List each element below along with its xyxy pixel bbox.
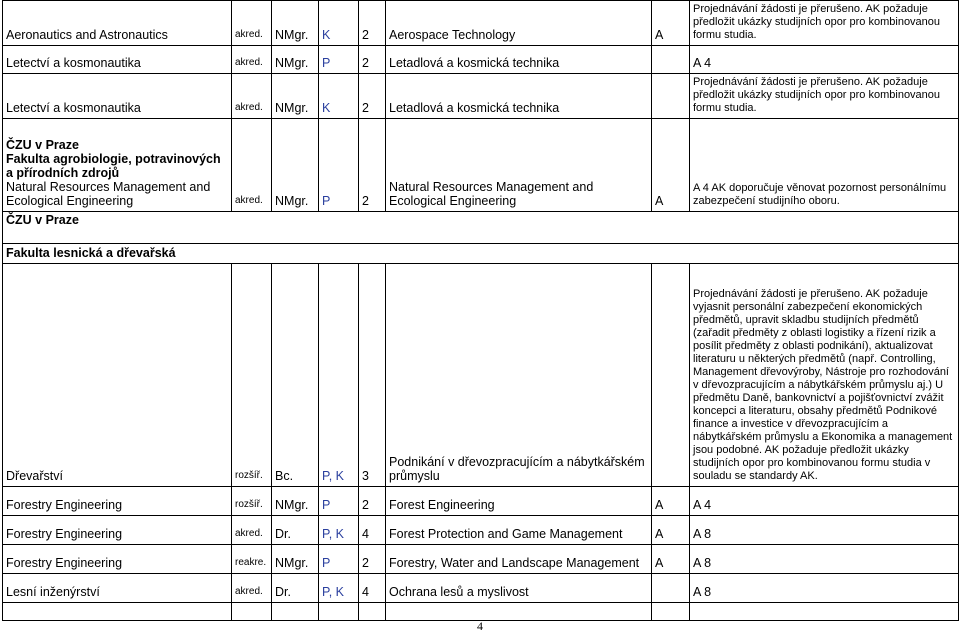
- years-cell: 2: [359, 119, 386, 212]
- form-cell: P, K: [319, 574, 359, 603]
- field-cell: Lesní inženýrství: [3, 574, 232, 603]
- field-cell: Aeronautics and Astronautics: [3, 1, 232, 46]
- program-cell: Forest Engineering: [386, 487, 652, 516]
- years-cell: 2: [359, 1, 386, 46]
- table-row: [3, 574, 959, 603]
- table-row: [3, 46, 959, 74]
- form-cell: P: [319, 487, 359, 516]
- lang-cell: [652, 264, 690, 487]
- form-cell: P: [319, 545, 359, 574]
- accreditation-table: [2, 0, 959, 621]
- program-cell: Letadlová a kosmická technika: [386, 74, 652, 119]
- note-cell: Projednávání žádosti je přerušeno. AK požaduje předložit ukázky studijních opor pro kombinovanou formu studia.: [690, 1, 959, 46]
- note-cell: Projednávání žádosti je přerušeno. AK požaduje předložit ukázky studijních opor pro kombinovanou formu studia.: [690, 74, 959, 119]
- table-row: [3, 1, 959, 46]
- degree-cell: Dr.: [272, 516, 319, 545]
- field-cell: [3, 119, 232, 212]
- table-row: [3, 119, 959, 212]
- form-cell: P: [319, 119, 359, 212]
- years-cell: 2: [359, 545, 386, 574]
- accred-cell: rozšíř.: [232, 487, 272, 516]
- degree-cell: NMgr.: [272, 487, 319, 516]
- lang-cell: A: [652, 516, 690, 545]
- note-cell: Projednávání žádosti je přerušeno. AK požaduje vyjasnit personální zabezpečení ekonomických předmětů, upravit skladbu studijních předmětů (zařadit předměty z oblasti logistiky a řízení rizik a posílit předměty z oblasti podnikání), aktualizovat literaturu u některých předmětů (např. Controlling, Management dřevovýroby, Nástroje pro rozhodování v dřevozpracujícím a nábytkářském průmyslu aj.) U předmětu Daně, bankovnictví a pojišťovnictví zvážit koncepci a literaturu, obsahy předmětů Podnikové finance a investice v dřevozpracujícím a nábytkářském průmyslu a Ekonomika a management jsou podobné. AK požaduje předložit ukázky studijních opor pro kombinovanou formu studia v souladu se standardy AK.: [690, 264, 959, 487]
- field-cell: Forestry Engineering: [3, 487, 232, 516]
- degree-cell: NMgr.: [272, 1, 319, 46]
- lang-cell: A: [652, 487, 690, 516]
- table-row-empty: [3, 603, 959, 621]
- field-cell: Dřevařství: [3, 264, 232, 487]
- degree-cell: NMgr.: [272, 46, 319, 74]
- years-cell: 2: [359, 74, 386, 119]
- years-cell: 4: [359, 574, 386, 603]
- note-cell: A 8: [690, 574, 959, 603]
- page-number: 4: [477, 619, 483, 633]
- field-cell: Letectví a kosmonautika: [3, 46, 232, 74]
- years-cell: 2: [359, 46, 386, 74]
- field-cell: Letectví a kosmonautika: [3, 74, 232, 119]
- table-row: [3, 264, 959, 487]
- accred-cell: akred.: [232, 46, 272, 74]
- degree-cell: NMgr.: [272, 545, 319, 574]
- program-cell: Ochrana lesů a myslivost: [386, 574, 652, 603]
- institution-name: ČZU v Praze: [6, 138, 79, 152]
- note-cell: A 8: [690, 545, 959, 574]
- table-row: [3, 487, 959, 516]
- form-cell: P: [319, 46, 359, 74]
- table-row: [3, 516, 959, 545]
- years-cell: 4: [359, 516, 386, 545]
- table-row: [3, 545, 959, 574]
- program-cell: Forest Protection and Game Management: [386, 516, 652, 545]
- accred-cell: akred.: [232, 1, 272, 46]
- note-cell: A 4: [690, 487, 959, 516]
- program-cell: Letadlová a kosmická technika: [386, 46, 652, 74]
- degree-cell: NMgr.: [272, 119, 319, 212]
- form-cell: P, K: [319, 264, 359, 487]
- accred-cell: reakre.: [232, 545, 272, 574]
- accred-cell: akred.: [232, 516, 272, 545]
- degree-cell: Dr.: [272, 574, 319, 603]
- form-cell: K: [319, 1, 359, 46]
- table-row: [3, 74, 959, 119]
- table-row: [3, 244, 959, 264]
- lang-cell: A: [652, 545, 690, 574]
- note-cell: A 8: [690, 516, 959, 545]
- lang-cell: A: [652, 119, 690, 212]
- field-name: Natural Resources Management and Ecological Engineering: [6, 180, 211, 208]
- institution-name: ČZU v Praze: [3, 212, 959, 244]
- program-cell: Natural Resources Management and Ecological Engineering: [386, 119, 652, 212]
- lang-cell: A: [652, 1, 690, 46]
- lang-cell: [652, 574, 690, 603]
- accred-cell: rozšíř.: [232, 264, 272, 487]
- years-cell: 3: [359, 264, 386, 487]
- form-cell: K: [319, 74, 359, 119]
- degree-cell: Bc.: [272, 264, 319, 487]
- lang-cell: [652, 74, 690, 119]
- accred-cell: akred.: [232, 119, 272, 212]
- faculty-name: Fakulta agrobiologie, potravinových a přírodních zdrojů: [6, 152, 221, 180]
- table-row: [3, 212, 959, 244]
- degree-cell: NMgr.: [272, 74, 319, 119]
- faculty-name: Fakulta lesnická a dřevařská: [3, 244, 959, 264]
- lang-cell: [652, 46, 690, 74]
- program-cell: Forestry, Water and Landscape Management: [386, 545, 652, 574]
- program-cell: Podnikání v dřevozpracujícím a nábytkářském průmyslu: [386, 264, 652, 487]
- accred-cell: akred.: [232, 74, 272, 119]
- accred-cell: akred.: [232, 574, 272, 603]
- field-cell: Forestry Engineering: [3, 516, 232, 545]
- form-cell: P, K: [319, 516, 359, 545]
- program-cell: Aerospace Technology: [386, 1, 652, 46]
- years-cell: 2: [359, 487, 386, 516]
- field-cell: Forestry Engineering: [3, 545, 232, 574]
- note-cell: A 4: [690, 46, 959, 74]
- note-cell: A 4 AK doporučuje věnovat pozornost personálnímu zabezpečení studijního oboru.: [690, 119, 959, 212]
